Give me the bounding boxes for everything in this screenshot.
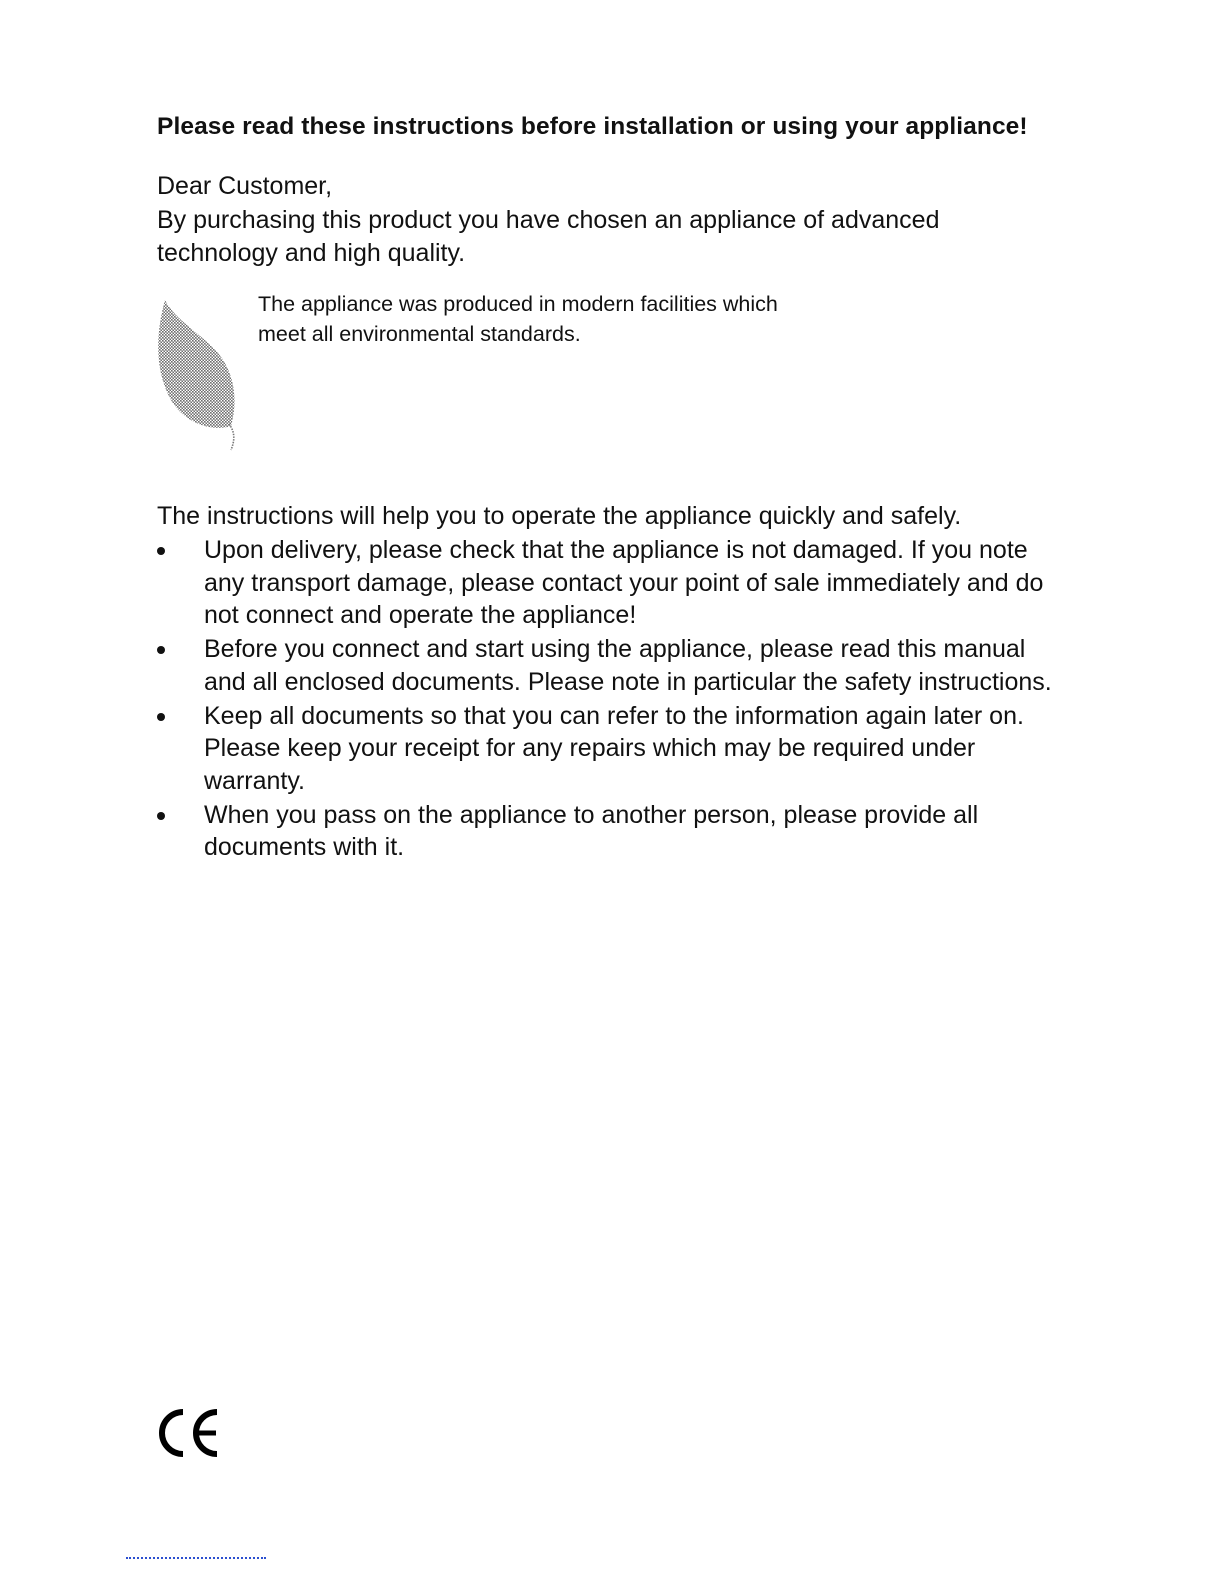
page-heading: Please read these instructions before installation or using your appliance! xyxy=(157,113,1028,140)
list-item-line: not connect and operate the appliance! xyxy=(204,601,637,630)
list-item xyxy=(157,633,1117,698)
bullet-icon xyxy=(157,646,165,654)
list-item-line: Upon delivery, please check that the appliance is not damaged. If you note xyxy=(204,536,1028,564)
intro-line-1: By purchasing this product you have chosen an appliance of advanced xyxy=(157,205,940,234)
list-item-line: Keep all documents so that you can refer to the information again later on. xyxy=(204,701,1024,730)
environment-note-line-1: The appliance was produced in modern facilities which xyxy=(258,292,778,316)
list-item-line: any transport damage, please contact your point of sale immediately and do xyxy=(204,568,1044,597)
list-item-line: Before you connect and start using the appliance, please read this manual xyxy=(204,635,1026,664)
list-item-line: Please keep your receipt for any repairs which may be required under xyxy=(204,734,976,763)
list-item xyxy=(157,799,1117,864)
list-item-line: and all enclosed documents. Please note in particular the safety instructions. xyxy=(204,667,1052,696)
leaf-icon xyxy=(153,298,245,453)
ce-mark-icon xyxy=(155,1408,225,1458)
list-item xyxy=(157,534,1117,632)
list-item xyxy=(157,700,1117,798)
environment-note-line-2: meet all environmental standards. xyxy=(258,321,581,346)
intro-line-2: technology and high quality. xyxy=(157,239,466,267)
bullet-icon xyxy=(157,713,165,721)
greeting: Dear Customer, xyxy=(157,172,333,200)
bullet-icon xyxy=(157,812,165,820)
list-item-line: warranty. xyxy=(204,766,305,795)
list-item-line: When you pass on the appliance to another person, please provide all xyxy=(204,800,979,829)
bullet-icon xyxy=(157,547,165,555)
footer-divider xyxy=(126,1557,266,1559)
environment-note xyxy=(258,290,898,349)
instructions-lead: The instructions will help you to operate the appliance quickly and safely. xyxy=(157,502,962,530)
list-item-line: documents with it. xyxy=(204,833,405,862)
intro-section xyxy=(157,170,1157,271)
instruction-list xyxy=(157,534,1117,865)
